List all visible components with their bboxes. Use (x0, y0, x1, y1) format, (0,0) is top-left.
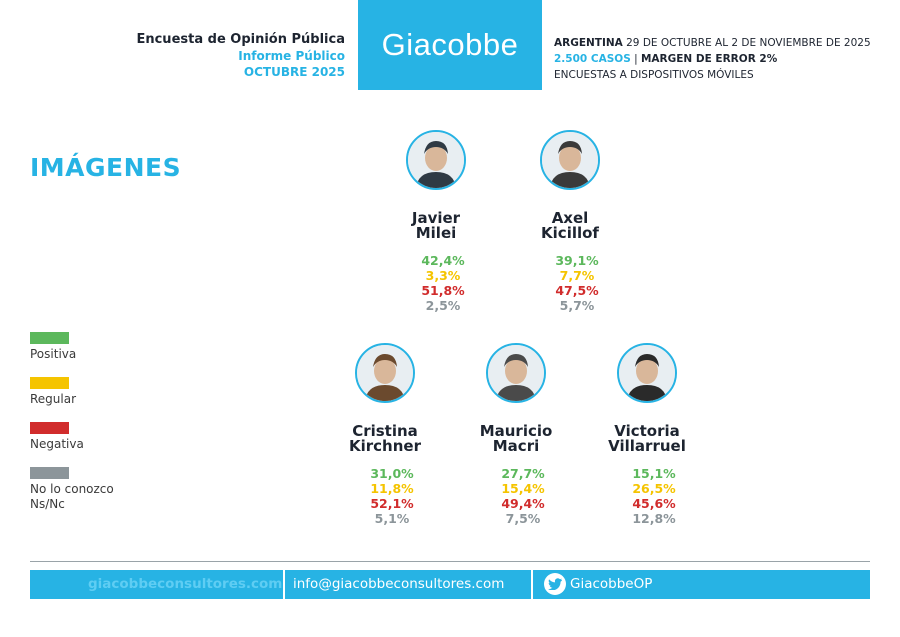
value-label: 5,1% (374, 511, 410, 526)
candidate-photo (406, 130, 466, 190)
candidate-card (376, 130, 496, 313)
value-label: 51,8% (421, 283, 465, 298)
footer-website[interactable]: giacobbeconsultores.com (88, 576, 283, 592)
candidate-card (510, 130, 630, 313)
value-label: 47,5% (555, 283, 599, 298)
legend-swatch (30, 332, 69, 344)
value-label: 45,6% (632, 496, 676, 511)
candidate-name: Axel Kicillof (541, 209, 599, 242)
legend-item (30, 467, 114, 512)
value-label: 15,1% (632, 466, 676, 481)
separator: | (630, 53, 641, 65)
value-label: 7,5% (505, 511, 541, 526)
value-label: 42,4% (421, 253, 465, 268)
value-label: 5,7% (559, 298, 595, 313)
report-title: Encuesta de Opinión Pública (136, 32, 345, 47)
report-info (136, 32, 345, 80)
legend-label: Regular (30, 392, 77, 406)
candidate-card (325, 343, 445, 526)
value-label: 39,1% (555, 253, 599, 268)
candidate-values (510, 253, 630, 313)
value-label: 15,4% (501, 481, 545, 496)
survey-dates-line (554, 35, 871, 51)
value-label: 11,8% (370, 481, 414, 496)
value-label: 2,5% (425, 298, 461, 313)
candidate-card (456, 343, 576, 526)
survey-details (554, 35, 871, 83)
legend-swatch (30, 377, 69, 389)
legend-item (30, 422, 84, 452)
candidate-values (587, 466, 707, 526)
survey-country: ARGENTINA (554, 37, 623, 49)
legend-item (30, 377, 76, 407)
value-label: 52,1% (370, 496, 414, 511)
value-label: 27,7% (501, 466, 545, 481)
candidate-values (376, 253, 496, 313)
candidate-name: Javier Milei (411, 209, 461, 242)
survey-dates: 29 DE OCTUBRE AL 2 DE NOVIEMBRE DE 2025 (622, 37, 871, 49)
value-label: 12,8% (632, 511, 676, 526)
footer-twitter-handle[interactable]: GiacobbeOP (570, 576, 653, 592)
report-period: OCTUBRE 2025 (243, 65, 345, 79)
candidate-name: Mauricio Macri (479, 422, 553, 455)
survey-margin: MARGEN DE ERROR 2% (640, 53, 778, 65)
candidate-photo (617, 343, 677, 403)
footer-separator (531, 570, 533, 599)
candidate-values (456, 466, 576, 526)
brand-logo: Giacobbe (358, 0, 542, 90)
section-title: IMÁGENES (30, 153, 182, 182)
twitter-bird-icon[interactable] (544, 573, 566, 595)
legend-item (30, 332, 76, 362)
report-subtitle: Informe Público (238, 49, 345, 63)
candidate-name: Cristina Kirchner (349, 422, 421, 455)
candidate-photo (486, 343, 546, 403)
candidate-name: Victoria Villarruel (608, 422, 686, 455)
legend-label: Positiva (30, 347, 77, 361)
candidate-values (325, 466, 445, 526)
value-label: 49,4% (501, 496, 545, 511)
legend-label: No lo conozco Ns/Nc (30, 482, 114, 511)
value-label: 31,0% (370, 466, 414, 481)
legend-swatch (30, 422, 69, 434)
candidate-photo (355, 343, 415, 403)
value-label: 26,5% (632, 481, 676, 496)
value-label: 3,3% (425, 268, 461, 283)
candidate-photo (540, 130, 600, 190)
footer-separator (283, 570, 285, 599)
survey-cases: 2.500 CASOS (554, 53, 631, 65)
candidate-card (587, 343, 707, 526)
divider (30, 561, 870, 562)
survey-method: ENCUESTAS A DISPOSITIVOS MÓVILES (554, 69, 754, 81)
footer-email[interactable]: info@giacobbeconsultores.com (293, 576, 505, 592)
survey-sample-line (554, 51, 871, 67)
footer-bar (30, 570, 870, 599)
legend-label: Negativa (30, 437, 84, 451)
legend-swatch (30, 467, 69, 479)
value-label: 7,7% (559, 268, 595, 283)
